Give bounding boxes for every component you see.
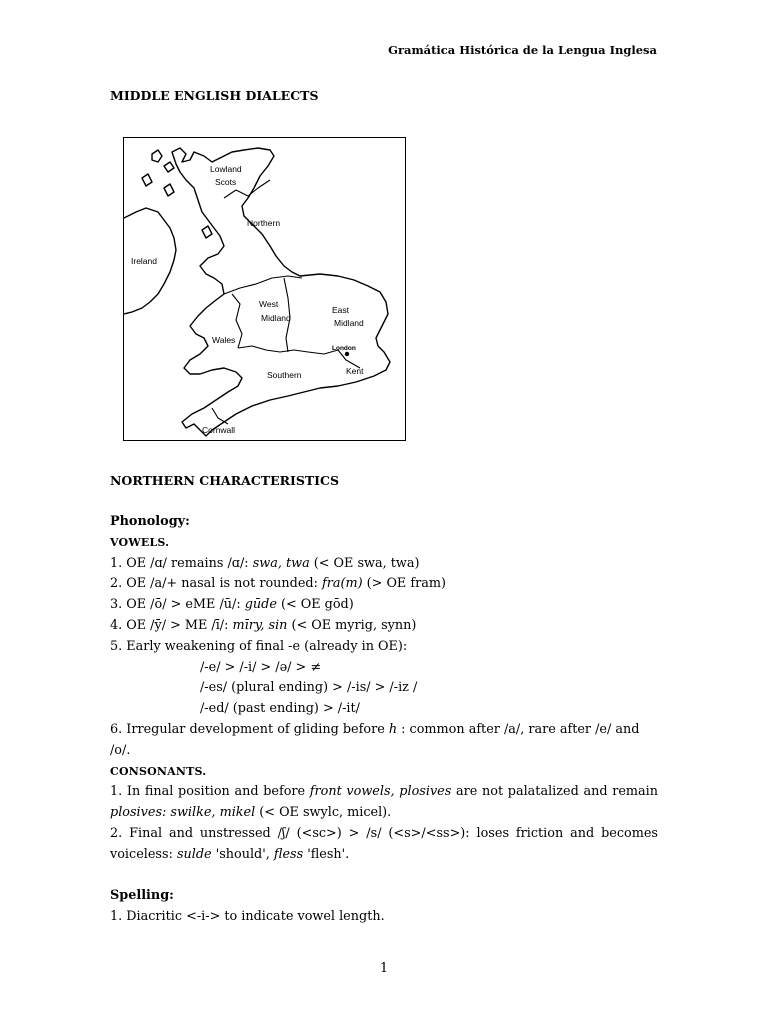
vowel-item-4: 4. OE /ȳ/ > ME /ī/: mīry, sin (< OE myrig, synn) xyxy=(110,617,417,633)
spelling-item-1: 1. Diacritic <-i-> to indicate vowel length. xyxy=(110,909,385,925)
label-east-midland: Midland xyxy=(334,318,364,328)
label-scots: Scots xyxy=(215,177,237,187)
consonant-item-2: 2. Final and unstressed /ʃ/ (<sc>) > /s/ (<s>/<ss>): loses friction and becomes voiceless: sulde 'should', fless 'flesh'. xyxy=(110,825,658,862)
vowel-item-3: 3. OE /ō/ > eME /ū/: gūde (< OE gōd) xyxy=(110,597,354,613)
vowel-item-1: 1. OE /ɑ/ remains /ɑ/: swa, twa (< OE swa, twa) xyxy=(110,555,420,571)
label-london: London xyxy=(332,345,356,352)
vowel-5-line: /-ed/ (past ending) > /-it/ xyxy=(200,701,360,717)
london-marker xyxy=(345,352,349,356)
vowel-item-6: 6. Irregular development of gliding before h : common after /a/, rare after /e/ and /o/. xyxy=(110,721,640,758)
phonology-heading: Phonology: xyxy=(110,514,190,529)
label-lowland: Lowland xyxy=(210,164,242,174)
running-header: Gramática Histórica de la Lengua Inglesa xyxy=(388,43,657,57)
label-kent: Kent xyxy=(346,366,364,376)
label-west: West xyxy=(259,299,279,309)
consonant-item-1: 1. In final position and before front vowels, plosives are not palatalized and remain plosives: swilke, mikel (< OE swylc, micel). xyxy=(110,784,658,821)
label-northern: Northern xyxy=(247,218,281,228)
boundary-northern-midland xyxy=(224,276,302,294)
spelling-heading: Spelling: xyxy=(110,888,174,904)
page-number: 1 xyxy=(379,961,389,976)
label-east: East xyxy=(332,305,350,315)
vowel-5-line: /-e/ > /-i/ > /ə/ > ≠ xyxy=(200,659,322,675)
dialect-map xyxy=(123,137,406,441)
vowel-item-5: 5. Early weakening of final -e (already in OE): xyxy=(110,638,408,654)
label-west-midland: Midland xyxy=(261,313,291,323)
vowel-item-2: 2. OE /a/+ nasal is not rounded: fra(m) (> OE fram) xyxy=(110,576,446,592)
page-title: MIDDLE ENGLISH DIALECTS xyxy=(110,88,319,103)
northern-characteristics xyxy=(110,512,658,928)
label-ireland: Ireland xyxy=(131,256,157,266)
vowels-heading: VOWELS. xyxy=(110,535,170,549)
label-southern: Southern xyxy=(267,370,302,380)
section-title: NORTHERN CHARACTERISTICS xyxy=(110,473,339,488)
islands xyxy=(142,150,212,238)
vowel-5-line: /-es/ (plural ending) > /-is/ > /-iz / xyxy=(200,680,418,696)
label-wales: Wales xyxy=(212,335,236,345)
label-cornwall: Cornwall xyxy=(202,425,236,435)
britain-coastline xyxy=(172,148,390,436)
map-outline xyxy=(124,138,404,439)
consonants-heading: CONSONANTS. xyxy=(110,764,207,778)
